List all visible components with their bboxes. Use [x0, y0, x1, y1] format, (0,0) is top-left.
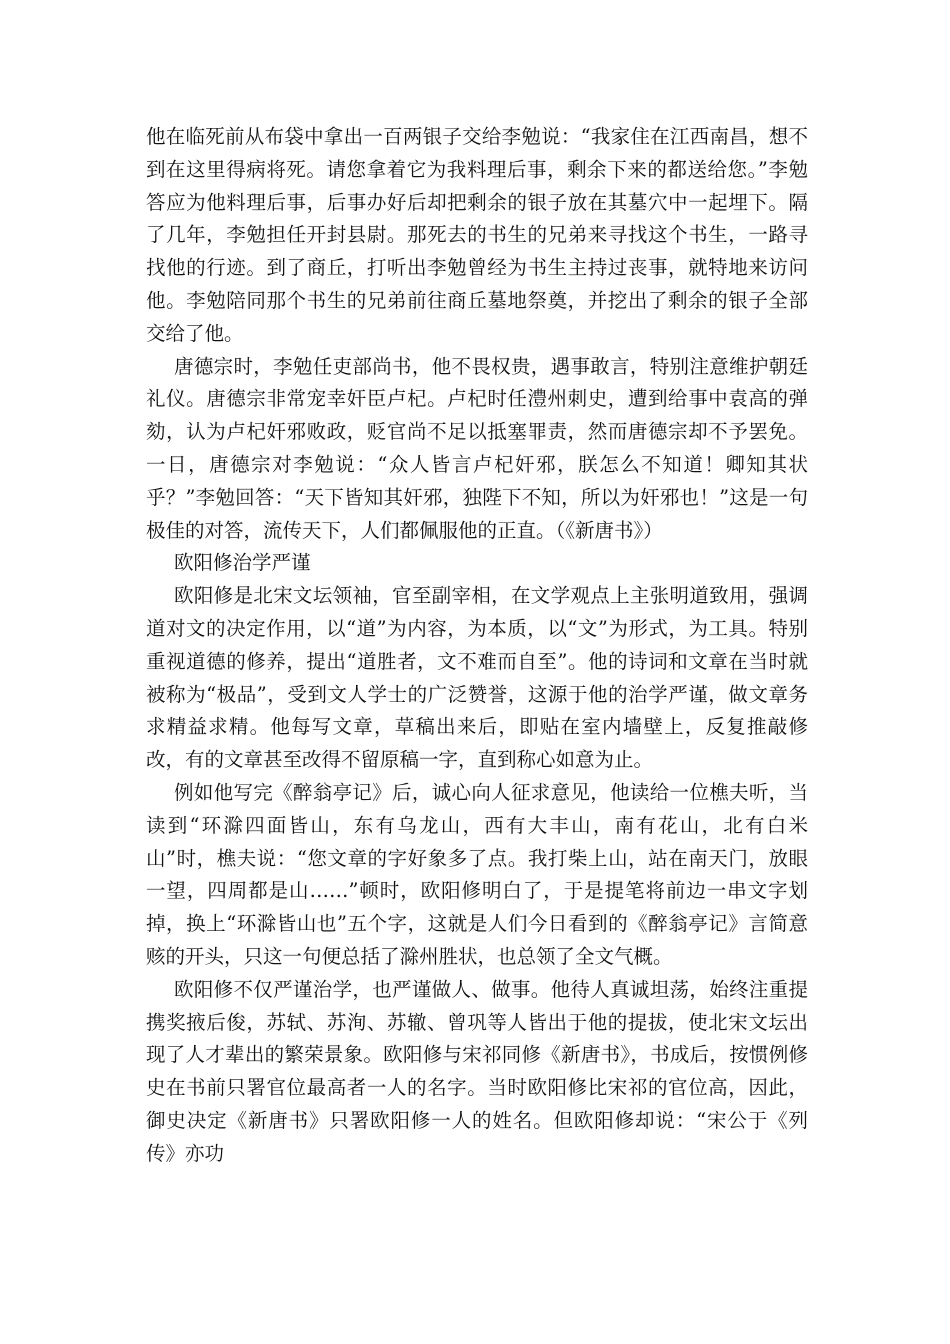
- section-title: 欧阳修治学严谨: [174, 551, 311, 575]
- paragraph-zuiweng-pavilion: 例如他写完《醉翁亭记》后，诚心向人征求意见，他读给一位樵夫听，当读到“环滁四面皆山，东有乌龙山，西有大丰山，南有花山，北有白米山”时，樵夫说：“您文章的字好象多了点。我打柴上山，站在南天门，放眼一望，四周都是山……”顿时，欧阳修明白了，于是提笔将前边一串文字划掉，换上“环滁皆山也”五个字，这就是人们今日看到的《醉翁亭记》言简意赅的开头，只这一句便总括了滁州胜状，也总领了全文气概。: [146, 780, 808, 968]
- paragraph-ouyang-xiu-rigor: 欧阳修是北宋文坛领袖，官至副宰相，在文学观点上主张明道致用，强调道对文的决定作用，以“道”为内容，为本质，以“文”为形式，为工具。特别重视道德的修养，提出“道胜者，文不难而自至”。他的诗词和文章在当时就被称为“极品”，受到文人学士的广泛赞誉，这源于他的治学严谨，做文章务求精益求精。他每写文章，草稿出来后，即贴在室内墙壁上，反复推敲修改，有的文章甚至改得不留原稿一字，直到称心如意为止。: [146, 584, 808, 772]
- paragraph-li-mian-tang-dezong: 唐德宗时，李勉任吏部尚书，他不畏权贵，遇事敢言，特别注意维护朝廷礼仪。唐德宗非常宠幸奸臣卢杞。卢杞时任澧州刺史，遭到给事中袁高的弹劾，认为卢杞奸邪败政，贬官尚不足以抵塞罪责，然而唐德宗却不予罢免。一日，唐德宗对李勉说：“众人皆言卢杞奸邪，朕怎么不知道！卿知其状乎？”李勉回答：“天下皆知其奸邪，独陛下不知，所以为奸邪也！”这是一句极佳的对答，流传天下，人们都佩服他的正直。（《新唐书》）: [146, 354, 808, 542]
- paragraph-li-mian-burial: 他在临死前从布袋中拿出一百两银子交给李勉说：“我家住在江西南昌，想不到在这里得病将死。请您拿着它为我料理后事，剩余下来的都送给您。”李勉答应为他料理后事，后事办好后却把剩余的银子放在其墓穴中一起埋下。隔了几年，李勉担任开封县尉。那死去的书生的兄弟来寻找这个书生，一路寻找他的行迹。到了商丘，打听出李勉曾经为书生主持过丧事，就特地来访问他。李勉陪同那个书生的兄弟前往商丘墓地祭奠，并挖出了剩余的银子全部交给了他。: [146, 125, 808, 345]
- paragraph-ouyang-xiu-conduct: 欧阳修不仅严谨治学，也严谨做人、做事。他待人真诚坦荡，始终注重提携奖掖后俊，苏轼、苏洵、苏辙、曾巩等人皆出于他的提拔，使北宋文坛出现了人才辈出的繁荣景象。欧阳修与宋祁同修《新唐书》，书成后，按惯例修史在书前只署官位最高者一人的名字。当时欧阳修比宋祁的官位高，因此，御史决定《新唐书》只署欧阳修一人的姓名。但欧阳修却说：“宋公于《列传》亦功: [146, 977, 808, 1165]
- document-body: [146, 121, 808, 1171]
